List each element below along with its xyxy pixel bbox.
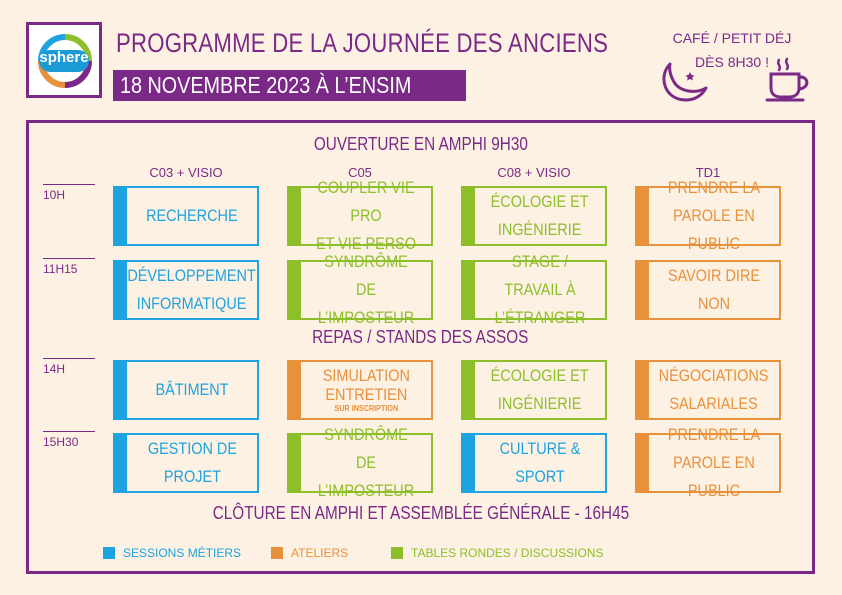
room-header: TD1 [695, 165, 721, 180]
session-type-bar [637, 362, 649, 418]
session-title: GESTION DE PROJET [147, 439, 237, 486]
session-type-bar [637, 435, 649, 491]
lunch-banner [29, 327, 812, 348]
room-header: C03 + VISIO [149, 165, 223, 180]
session-label-wrap [651, 262, 777, 318]
session-card [635, 360, 781, 420]
legend-item-ateliers [271, 546, 348, 560]
session-card [287, 252, 433, 327]
session-label-wrap [129, 188, 255, 244]
closing-text: CLÔTURE EN AMPHI ET ASSEMBLÉE GÉNÉRALE - 16H45 [212, 503, 629, 523]
room-header: C08 + VISIO [497, 165, 571, 180]
session-card [461, 433, 607, 493]
session-title: PRENDRE LA PAROLE EN PUBLIC [667, 425, 761, 500]
session-type-bar [289, 435, 301, 491]
session-title: SIMULATION ENTRETIEN [322, 366, 410, 404]
session-title: ÉCOLOGIE ET INGÉNIERIE [491, 192, 589, 239]
opening-text: OUVERTURE EN AMPHI 9H30 [313, 134, 528, 154]
session-label-wrap [477, 188, 603, 244]
session-title: STAGE / TRAVAIL À L’ÉTRANGER [494, 252, 586, 327]
session-title: CULTURE & SPORT [499, 439, 581, 486]
session-card [461, 360, 607, 420]
session-title: PRENDRE LA PAROLE EN PUBLIC [667, 178, 761, 253]
schedule-frame [26, 120, 815, 574]
session-card [635, 260, 781, 320]
session-type-bar [463, 188, 475, 244]
session-title: BÂTIMENT [155, 380, 229, 399]
session-label-wrap [129, 435, 255, 491]
sphere-logo [26, 22, 102, 98]
time-slot-label: 15H30 [43, 431, 95, 449]
session-card [461, 252, 607, 327]
legend-swatch [103, 547, 115, 559]
session-label-wrap [129, 362, 255, 418]
session-card [461, 186, 607, 246]
session-type-bar [463, 262, 475, 318]
session-type-bar [637, 188, 649, 244]
session-type-bar [463, 435, 475, 491]
time-slot-label: 14H [43, 358, 95, 376]
opening-banner [29, 134, 812, 155]
session-type-bar [289, 362, 301, 418]
room-header: C05 [348, 165, 372, 180]
session-title: RECHERCHE [146, 206, 238, 225]
session-label-wrap [303, 178, 429, 253]
cafe-line-1: CAFÉ / PETIT DÉJ [672, 30, 792, 46]
session-card [287, 425, 433, 500]
session-card [113, 433, 259, 493]
session-title: ÉCOLOGIE ET INGÉNIERIE [491, 366, 589, 413]
session-label-wrap [477, 252, 603, 327]
session-title: SYNDRÔME DE L’IMPOSTEUR [317, 252, 415, 327]
closing-banner [29, 503, 812, 524]
session-label-wrap [651, 178, 777, 253]
session-label-wrap [651, 362, 777, 418]
session-title: SAVOIR DIRE NON [667, 266, 761, 313]
event-date-banner [113, 70, 466, 101]
coffee-cup-icon [763, 56, 817, 102]
session-card [113, 186, 259, 246]
session-title: NÉGOCIATIONS SALARIALES [659, 366, 769, 413]
session-type-bar [115, 435, 127, 491]
session-type-bar [289, 262, 301, 318]
session-type-bar [289, 188, 301, 244]
session-label-wrap [303, 362, 429, 418]
session-label-wrap [303, 425, 429, 500]
session-card [287, 360, 433, 420]
session-title: COUPLER VIE PRO ET VIE PERSO [315, 178, 417, 253]
session-type-bar [637, 262, 649, 318]
session-label-wrap [129, 262, 255, 318]
session-note: SUR INSCRIPTION [334, 404, 398, 413]
legend-label: TABLES RONDES / DISCUSSIONS [411, 546, 604, 560]
session-type-bar [115, 362, 127, 418]
moon-icon [656, 58, 708, 104]
session-label-wrap [477, 435, 603, 491]
cafe-line-2: DÈS 8H30 ! [695, 54, 769, 70]
legend-label: SESSIONS MÉTIERS [123, 546, 242, 560]
legend-item-metiers [103, 546, 241, 560]
session-card [635, 425, 781, 500]
session-label-wrap [477, 362, 603, 418]
legend-item-tables-rondes [391, 546, 604, 560]
legend-swatch [391, 547, 403, 559]
legend-label: ATELIERS [291, 546, 349, 560]
time-slot-label: 11H15 [43, 258, 95, 276]
session-type-bar [115, 188, 127, 244]
session-label-wrap [651, 425, 777, 500]
lunch-text: REPAS / STANDS DES ASSOS [312, 327, 529, 347]
session-card [287, 178, 433, 253]
session-type-bar [463, 362, 475, 418]
event-date-text: 18 NOVEMBRE 2023 À L’ENSIM [120, 72, 412, 98]
time-slot-label: 10H [43, 184, 95, 202]
session-card [113, 260, 259, 320]
logo-text: sphere [39, 49, 89, 66]
page-title: PROGRAMME DE LA JOURNÉE DES ANCIENS [116, 28, 609, 58]
session-label-wrap [303, 252, 429, 327]
session-type-bar [115, 262, 127, 318]
session-title: SYNDRÔME DE L’IMPOSTEUR [317, 425, 415, 500]
session-card [635, 178, 781, 253]
legend-swatch [271, 547, 283, 559]
session-card [113, 360, 259, 420]
session-title: DÉVELOPPEMENT INFORMATIQUE [127, 266, 257, 313]
